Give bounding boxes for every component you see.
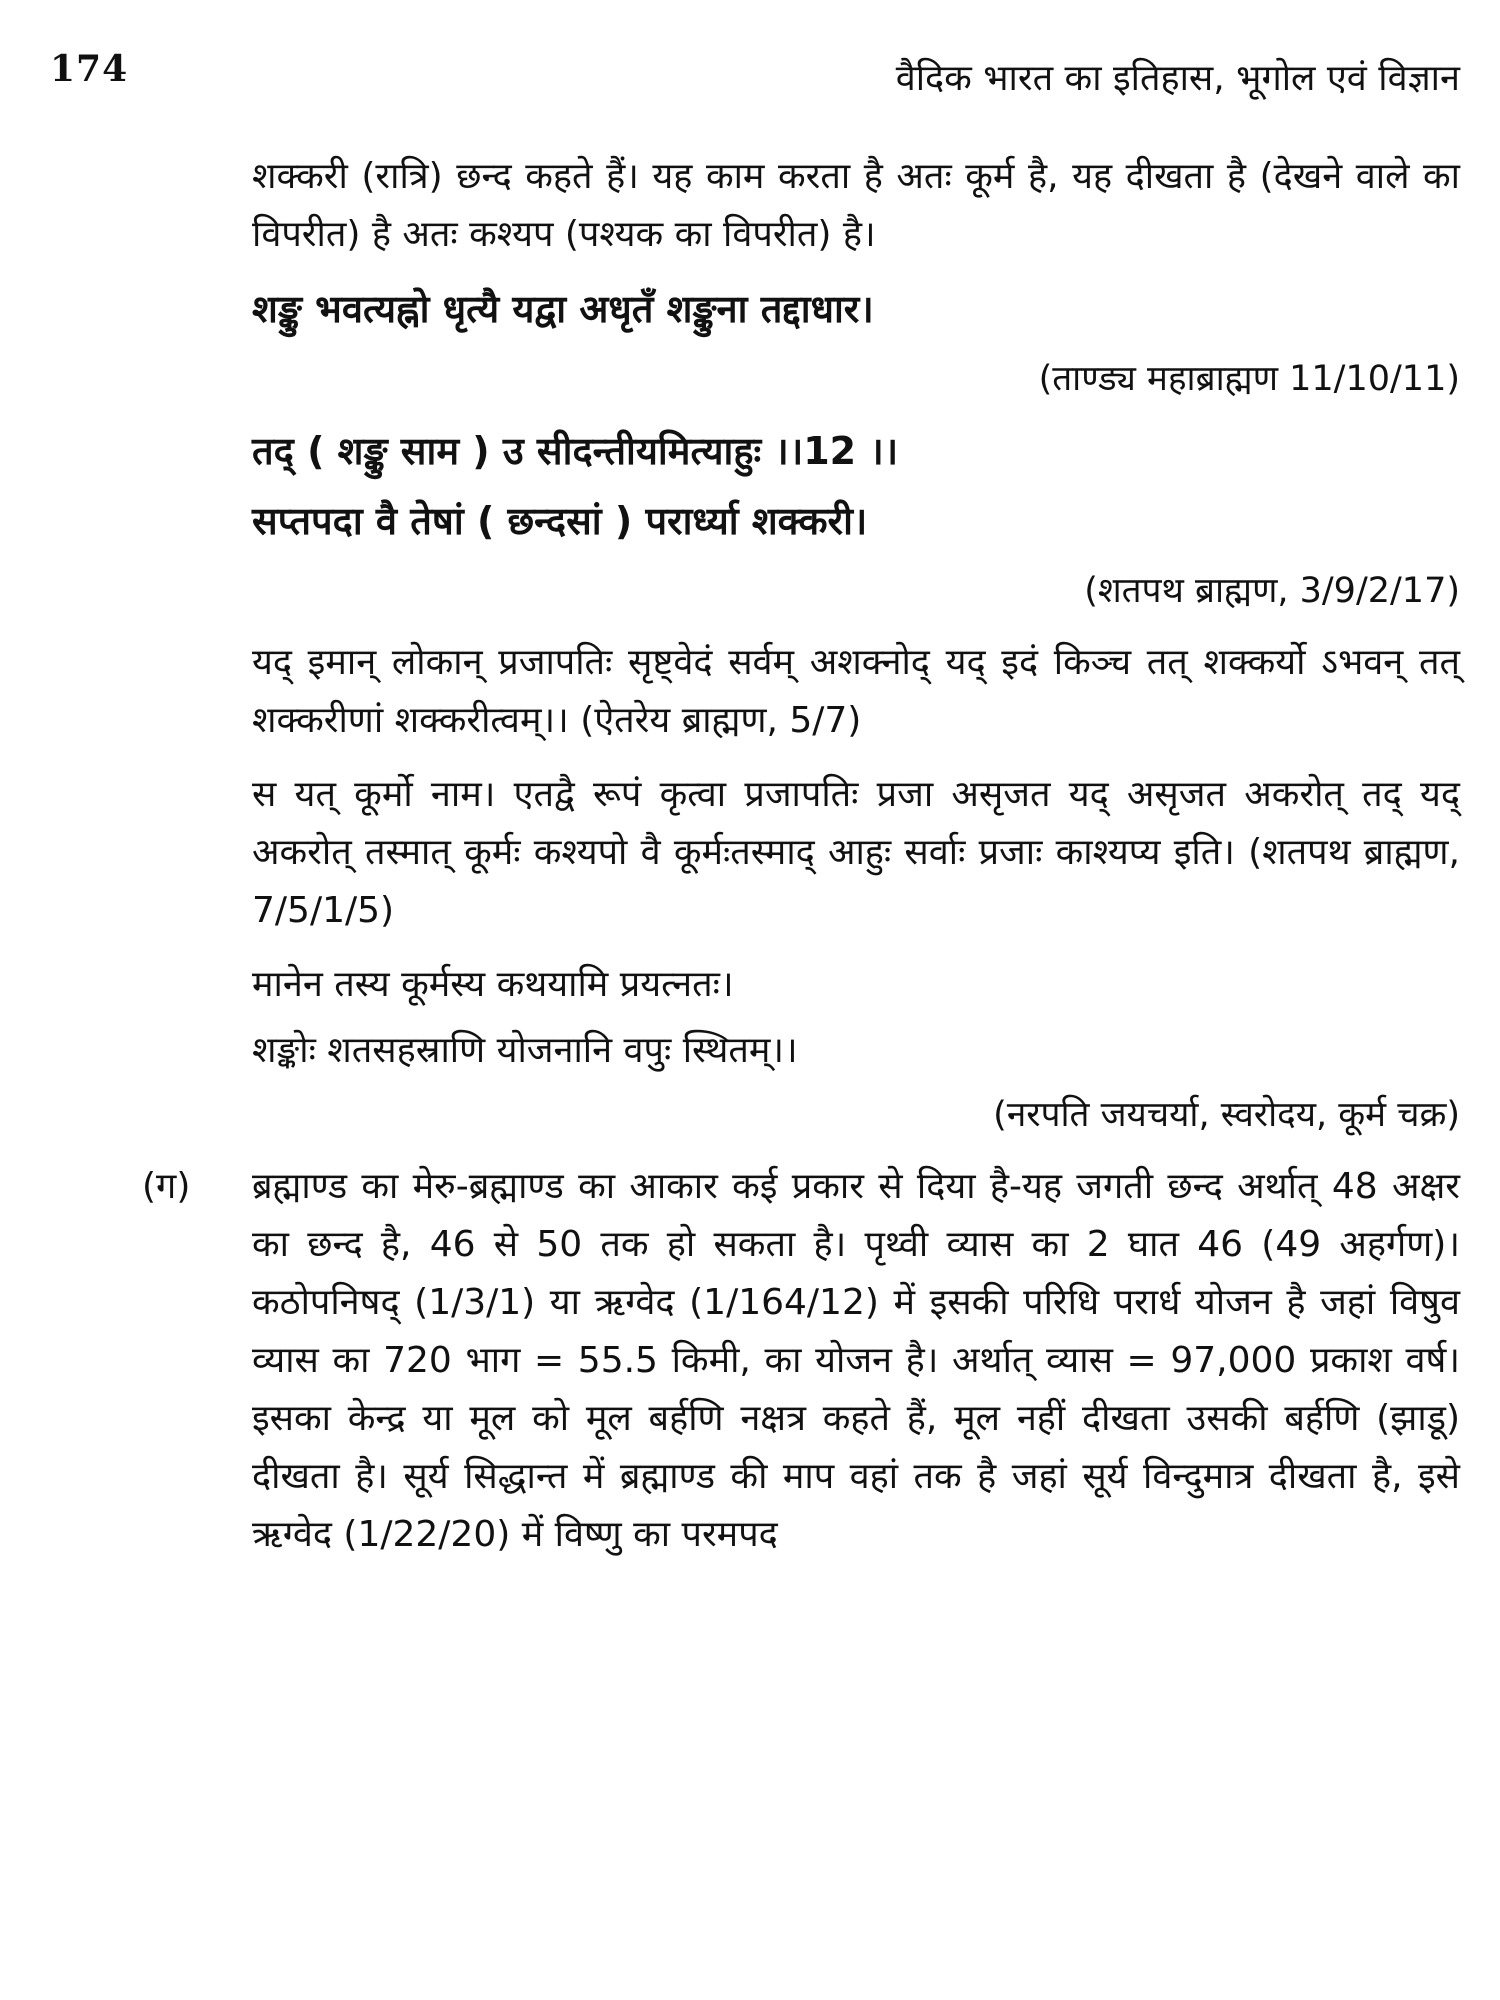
citation-narapati: (नरपति जयचर्या, स्वरोदय, कूर्म चक्र) — [993, 1095, 1460, 1135]
verse-line-shankoh: शङ्कोः शतसहस्राणि योजनानि वपुः स्थितम्।। — [252, 1030, 798, 1071]
citation-shatapatha-1: (शतपथ ब्राह्मण, 3/9/2/17) — [1084, 571, 1460, 611]
verse-shanku-sama: तद् ( शङ्कु साम ) उ सीदन्तीयमित्याहुः ।।12 ।। — [252, 429, 899, 473]
paragraph-brahmanda: ब्रह्माण्ड का मेरु-ब्रह्माण्ड का आकार कई प्रकार से दिया है-यह जगती छन्द अर्थात् 48 अक्षर का छन्द है, 46 से 50 तक हो सकता है। पृथ्वी व्यास का 2 घात 46 (49 अहर्गण)। कठोपनिषद् (1/3/1) या ऋग्वेद (1/164/12) में इसकी परिधि परार्ध योजन है जहां विषुव व्यास का 720 भाग = 55.5 किमी, का योजन है। अर्थात् व्यास = 97,000 प्रकाश वर्ष। इसका केन्द्र या मूल को मूल बर्हणि नक्षत्र कहते हैं, मूल नहीं दीखता उसकी बर्हणि (झाडू) दीखता है। सूर्य सिद्धान्त में ब्रह्माण्ड की माप वहां तक है जहां सूर्य विन्दुमात्र दीखता है, इसे ऋग्वेद (1/22/20) में विष्णु का परमपद — [252, 1166, 1460, 1555]
citation-tandya: (ताण्ड्य महाब्राह्मण 11/10/11) — [1038, 359, 1460, 399]
paragraph-kurma: स यत् कूर्मो नाम। एतद्वै रूपं कृत्वा प्रजापतिः प्रजा असृजत यद् असृजत अकरोत् तद् यद् अकरोत् तस्मात् कूर्मः कश्यपो वै कूर्मःतस्माद् आहुः सर्वाः प्रजाः काश्यप्य इति। (शतपथ ब्राह्मण, 7/5/1/5) — [252, 774, 1460, 931]
page-number: 174 — [50, 48, 129, 90]
verse-shanku: शङ्कु भवत्यह्नो धृत्यै यद्वा अधृतँ शङ्कुना तद्दाधार। — [252, 287, 874, 331]
verse-line-manena: मानेन तस्य कूर्मस्य कथयामि प्रयत्नतः। — [252, 964, 734, 1005]
section-ga — [142, 1158, 1460, 1564]
paragraph-shakkari: शक्करी (रात्रि) छन्द कहते हैं। यह काम करता है अतः कूर्म है, यह दीखता है (देखने वाले का विपरीत) है अतः कश्यप (पश्यक का विपरीत) है। — [252, 156, 1460, 255]
verse-saptapada: सप्तपदा वै तेषां ( छन्दसां ) परार्ध्या शक्करी। — [252, 499, 868, 543]
paragraph-aitareya: यद् इमान् लोकान् प्रजापतिः सृष्ट्वेदं सर्वम् अशक्नोद् यद् इदं किञ्च तत् शक्कर्यो ऽभवन् तत् शक्करीणां शक्करीत्वम्।। (ऐतरेय ब्राह्मण, 5/7) — [252, 642, 1460, 741]
page-body — [142, 148, 1460, 1580]
section-marker: (ग) — [142, 1166, 191, 1207]
running-title: वैदिक भारत का इतिहास, भूगोल एवं विज्ञान — [895, 58, 1460, 99]
page-header — [50, 48, 1460, 108]
